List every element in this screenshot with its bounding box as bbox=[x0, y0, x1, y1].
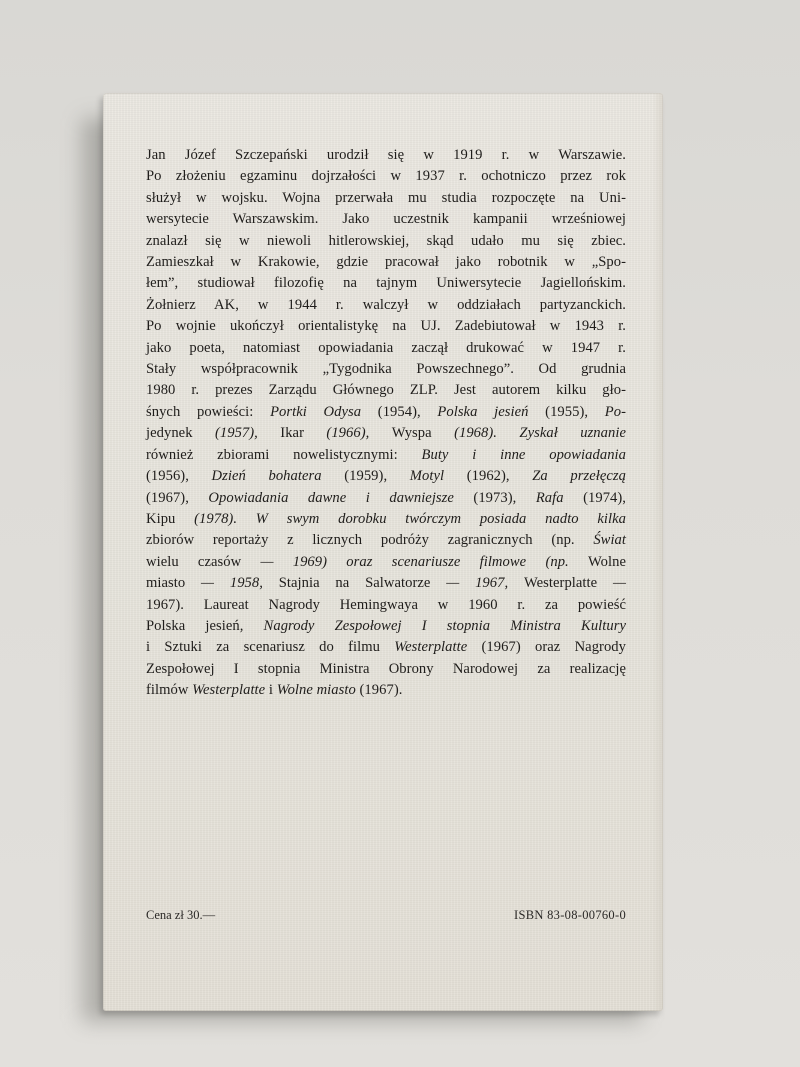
italic-title: Opowiadania dawne i dawniejsze bbox=[208, 489, 454, 506]
biography-line bbox=[146, 573, 626, 594]
text-run: łem”, studiował filozofię na tajnym Uniwersytecie Jagiellońskim. bbox=[146, 275, 626, 292]
text-run: i Sztuki za scenariusz do filmu bbox=[146, 639, 395, 656]
biography-line bbox=[146, 466, 626, 487]
biography-line bbox=[146, 445, 626, 466]
text-run: Jan Józef Szczepański urodził się w 1919 r. w Warszawie. bbox=[146, 147, 626, 163]
text-run: Stały współpracownik „Tygodnika Powszechnego”. Od grudnia bbox=[146, 361, 626, 378]
text-run: 1967). Laureat Nagrody Hemingwaya w 1960 r. za powieść bbox=[146, 596, 626, 613]
text-run: 1980 r. prezes Zarządu Głównego ZLP. Jest autorem kilku gło- bbox=[146, 382, 626, 399]
italic-title: Wolne miasto bbox=[276, 682, 356, 699]
italic-title: Za przełęczą bbox=[532, 468, 626, 485]
text-run: Żołnierz AK, w 1944 r. walczył w oddziałach partyzanckich. bbox=[146, 296, 626, 313]
text-run: Polska jesień bbox=[146, 617, 240, 634]
italic-title: Świat bbox=[593, 532, 626, 549]
text-run: (1967) oraz Nagrody bbox=[467, 639, 626, 656]
text-run: Wolne bbox=[588, 553, 626, 570]
biography-line bbox=[146, 530, 626, 551]
text-run: jako poeta, natomiast opowiadania zaczął drukować w 1947 r. bbox=[146, 339, 626, 356]
biography-line bbox=[146, 380, 626, 401]
italic-title: (1957), bbox=[192, 425, 281, 442]
text-run: (1955), bbox=[528, 403, 605, 420]
italic-title: — 1969) oraz scenariusze filmowe (np. bbox=[241, 553, 589, 570]
biography-line bbox=[146, 188, 626, 209]
italic-title: Portki Odysa bbox=[270, 403, 362, 420]
biography-line bbox=[146, 295, 626, 316]
biography-line bbox=[146, 252, 626, 273]
text-run: śnych powieści: bbox=[146, 403, 271, 420]
biography-line bbox=[146, 359, 626, 380]
text-run: (1956), bbox=[146, 468, 212, 485]
text-run: zbiorów reportaży z licznych podróży zagranicznych (np. bbox=[146, 532, 594, 549]
biography-line bbox=[146, 680, 626, 701]
text-run: znalazł się w niewoli hitlerowskiej, skąd udało mu się zbiec. bbox=[146, 232, 626, 249]
biography-line bbox=[146, 509, 626, 530]
price-label: Cena zł 30.— bbox=[146, 908, 216, 922]
biography-line bbox=[146, 402, 626, 423]
biography-line bbox=[146, 595, 626, 616]
text-run: (1974), bbox=[563, 489, 626, 506]
text-run: Stajnia na Salwatorze bbox=[278, 575, 431, 592]
text-run: służył w wojsku. Wojna przerwała mu studia rozpoczęte na Uni- bbox=[146, 189, 626, 206]
biography-line bbox=[146, 338, 626, 359]
italic-title: Buty i inne opowiadania bbox=[421, 446, 626, 463]
biography-line bbox=[146, 273, 626, 294]
text-run: Po wojnie ukończył orientalistykę na UJ. Zadebiutował w 1943 r. bbox=[146, 318, 626, 335]
author-biography-text bbox=[146, 145, 626, 702]
italic-title: — bbox=[597, 575, 626, 592]
italic-title: (1966), bbox=[304, 425, 392, 442]
italic-title: (1978). W swym dorobku twórczym posiada nadto kilka bbox=[175, 510, 626, 527]
text-run: wersytecie Warszawskim. Jako uczestnik kampanii wrześniowej bbox=[146, 211, 626, 228]
text-run: (1954), bbox=[361, 403, 438, 420]
text-run: miasto bbox=[146, 575, 186, 592]
italic-title: Westerplatte bbox=[394, 639, 468, 656]
italic-title: — 1958, bbox=[185, 575, 279, 592]
biography-line bbox=[146, 488, 626, 509]
text-run: (1973), bbox=[453, 489, 536, 506]
italic-title: Motyl bbox=[409, 468, 445, 485]
biography-line bbox=[146, 659, 626, 680]
italic-title: Dzień bohatera bbox=[211, 468, 322, 485]
biography-line bbox=[146, 209, 626, 230]
isbn-label: ISBN 83-08-00760-0 bbox=[514, 908, 626, 922]
biography-line bbox=[146, 552, 626, 573]
biography-line bbox=[146, 616, 626, 637]
book-back-cover bbox=[103, 93, 663, 1011]
italic-title: Po- bbox=[604, 403, 627, 420]
text-run: Zamieszkał w Krakowie, gdzie pracował jako robotnik w „Spo- bbox=[146, 254, 626, 271]
text-run: (1959), bbox=[321, 468, 410, 485]
biography-line bbox=[146, 145, 626, 166]
biography-line bbox=[146, 423, 626, 444]
text-run: Westerplatte bbox=[523, 575, 598, 592]
text-run: również zbiorami nowelistycznymi: bbox=[146, 446, 422, 463]
text-run: Ikar bbox=[280, 425, 304, 442]
biography-line bbox=[146, 637, 626, 658]
italic-title: , Nagrody Zespołowej I stopnia Ministra Kultury bbox=[239, 617, 626, 634]
italic-title: — 1967, bbox=[430, 575, 524, 592]
text-run: (1967), bbox=[146, 489, 209, 506]
italic-title: (1968). Zyskał uznanie bbox=[431, 425, 626, 442]
text-run: i bbox=[265, 682, 277, 699]
text-run: Wyspa bbox=[391, 425, 432, 442]
text-run: jedynek bbox=[146, 425, 193, 442]
text-run: Zespołowej I stopnia Ministra Obrony Narodowej za realizację bbox=[146, 660, 626, 677]
italic-title: Polska jesień bbox=[437, 403, 529, 420]
italic-title: Rafa bbox=[535, 489, 564, 506]
italic-title: Westerplatte bbox=[192, 682, 266, 699]
text-run: Po złożeniu egzaminu dojrzałości w 1937 r. ochotniczo przez rok bbox=[146, 168, 626, 185]
biography-line bbox=[146, 166, 626, 187]
biography-line bbox=[146, 231, 626, 252]
text-run: wielu czasów bbox=[146, 553, 242, 570]
biography-line bbox=[146, 316, 626, 337]
text-run: (1967). bbox=[355, 682, 403, 699]
text-run: filmów bbox=[146, 682, 193, 699]
text-run: (1962), bbox=[444, 468, 533, 485]
text-run: Kipu bbox=[146, 510, 176, 527]
